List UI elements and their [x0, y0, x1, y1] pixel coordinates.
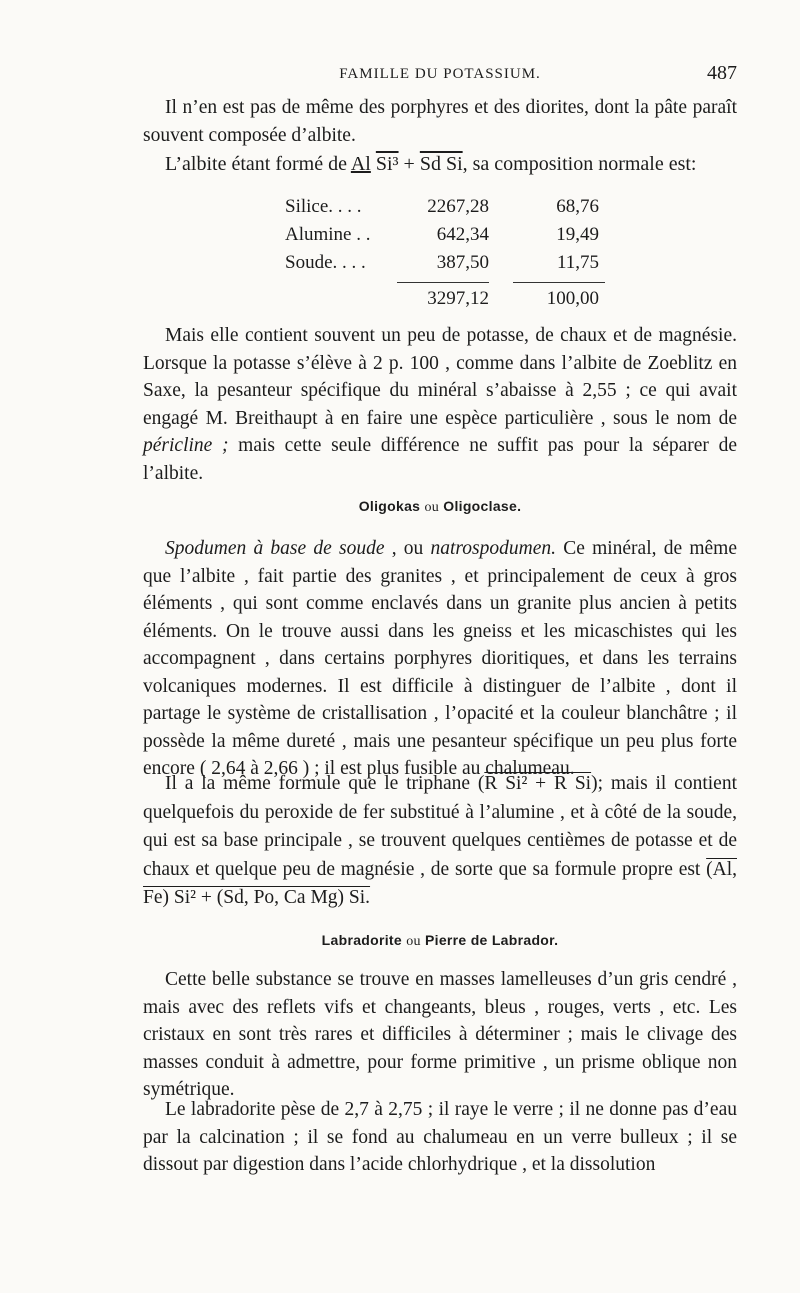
term-pericline: péricline ; [143, 435, 229, 456]
row-value-weight: 2267,28 [427, 196, 489, 217]
heading-name: Labradorite [321, 932, 402, 948]
row-label: Silice. . . . [285, 196, 362, 217]
formula-oligoclase: (Al, Fe) Si² + (Sd, Po, Ca Mg) Si. [143, 858, 737, 908]
formula-triphane: Si² + R Si [497, 773, 592, 794]
heading-name: Oligokas [358, 498, 421, 514]
heading-or: ou [406, 934, 421, 949]
total-weight: 3297,12 [427, 288, 489, 309]
heading-or: ou [424, 500, 440, 515]
paragraph-spodumen [143, 535, 737, 783]
formula-al: Al [350, 153, 371, 175]
text-run: Mais elle contient souvent un peu de potasse, de chaux et de magnésie. Lorsque la potasse s’élève à 2 p. 100 , comme dans l’albite de Zoeblitz en Saxe, la pesanteur spécifique du minéral s’abaisse à 2,55 ; ce qui avait engagé M. Breithaupt à en faire une espèce particulière , sous le nom de [143, 325, 737, 429]
formula-prefix: L’albite étant formé de [165, 153, 351, 175]
term-spodumen: Spodumen à base de soude [165, 538, 385, 559]
heading-name-alt: Pierre de Labrador. [425, 932, 559, 948]
total-percent: 100,00 [546, 288, 599, 309]
sum-rule-weight [397, 282, 489, 283]
row-value-weight: 642,34 [436, 224, 489, 245]
albite-formula-line [165, 150, 737, 178]
paragraph-formule [143, 770, 737, 913]
row-value-percent: 11,75 [556, 252, 599, 273]
term-natrospodumen: natrospodumen. [430, 538, 556, 559]
running-title: FAMILLE DU POTASSIUM. [339, 66, 541, 82]
text-run: ); mais il contient quelquefois du peroxide de fer substitué à l’alumine , et à côté de la soude, qui est sa base principale , se trouvent quelques centièmes de potasse et de chaux et quelque peu de magnésie , de sorte que sa formule propre est [143, 773, 737, 880]
paragraph-labradorite-properties: Le labradorite pèse de 2,7 à 2,75 ; il raye le verre ; il ne donne pas d’eau par la calcination ; il se fond au chalumeau en un verre bulleux ; il se dissout par digestion dans l’acide chlorhydrique , et la dissolution [143, 1099, 737, 1175]
formula-r: $\overline{R}$ [484, 773, 498, 794]
section-heading-oligoclase [143, 498, 737, 516]
table-total-row [285, 288, 615, 316]
formula-sd-si: Sd Si [419, 153, 463, 175]
page-number: 487 [707, 62, 737, 84]
paragraph-potasse [143, 322, 737, 487]
sum-rule-percent [513, 282, 605, 283]
heading-name-alt: Oligoclase. [443, 498, 522, 514]
paragraph-porphyres: Il n’en est pas de même des porphyres et des diorites, dont la pâte paraît souvent composée d’albite. [143, 97, 737, 146]
table-row [285, 196, 615, 224]
text-run: , ou [384, 538, 431, 559]
paragraph-labradorite-description: Cette belle substance se trouve en masses lamelleuses d’un gris cendré , mais avec des reflets vifs et changeants, bleus , rouges, verts , etc. Les cristaux en sont très rares et difficiles à déterminer ; mais le clivage des masses conduit à admettre, pour forme primitive , un prisme oblique non symétrique. [143, 969, 737, 1100]
row-label: Soude. . . . [285, 252, 366, 273]
formula-si3: Si³ [375, 153, 399, 175]
table-row [285, 252, 615, 280]
row-value-percent: 68,76 [556, 196, 599, 217]
row-label: Alumine . . [285, 224, 371, 245]
text-run: mais cette seule différence ne suffit pas pour la séparer de l’albite. [143, 435, 737, 484]
formula-plus: + [398, 153, 420, 175]
text-run: Ce minéral, de même que l’albite , fait partie des granites , et principalement de ceux à gros éléments , qui sont comme enclavés dans un granite plus ancien à petits éléments. On le trouve aussi dans les gneiss et les micaschistes qui les accompagnent , dans certains porphyres dioritiques, et dans les terrains volcaniques modernes. Il est difficile à distinguer de l’albite , dont il partage le système de cristallisation , l’opacité et la couleur blanchâtre ; il possède la même dureté , mais une pesanteur spécifique un peu plus forte encore ( 2,64 à 2,66 ) ; il est plus fusible au chalumeau. [143, 538, 737, 779]
section-heading-labradorite [143, 932, 737, 950]
table-row [285, 224, 615, 252]
row-value-percent: 19,49 [556, 224, 599, 245]
row-value-weight: 387,50 [436, 252, 489, 273]
formula-suffix: , sa composition normale est: [462, 153, 697, 175]
text-run: Il a la même formule que le triphane ( [165, 773, 485, 794]
page-header [143, 62, 737, 88]
